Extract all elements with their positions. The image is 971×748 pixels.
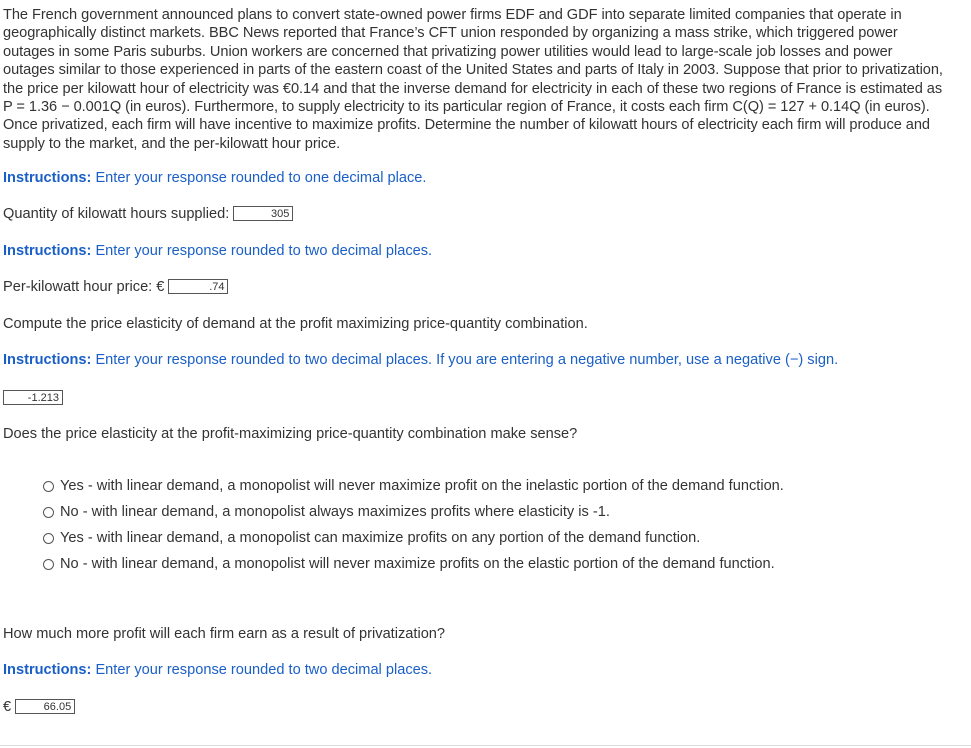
- radio-option-3[interactable]: [43, 528, 700, 548]
- instruction-text: Enter your response rounded to one decimal place.: [95, 170, 427, 186]
- radio-button[interactable]: [43, 507, 54, 518]
- quantity-label: Quantity of kilowatt hours supplied:: [3, 206, 230, 222]
- radio-option-1[interactable]: [43, 476, 784, 496]
- instructions-label: Instructions:: [3, 170, 92, 186]
- instruction-q5: [3, 660, 432, 680]
- price-input[interactable]: .74: [168, 279, 228, 294]
- instruction-q2: [3, 241, 432, 261]
- quantity-row: [3, 204, 293, 224]
- sense-prompt: Does the price elasticity at the profit-maximizing price-quantity combination make sense?: [3, 426, 578, 442]
- divider: [0, 745, 971, 746]
- instructions-label: Instructions:: [3, 662, 92, 678]
- problem-statement: The French government announced plans to convert state-owned power firms EDF and GDF into separate limited companies that operate in geographically distinct markets. BBC News reported that France’s CFT union responded by organizing a mass strike, which triggered power outages in some Paris suburbs. Union workers are concerned that privatizing power utilities would lead to large-scale job losses and power outages similar to those experienced in parts of the eastern coast of the United States and parts of Italy in 2003. Suppose that prior to privatization, the price per kilowatt hour of electricity was €0.14 and that the inverse demand for electricity in each of these two regions of France is estimated as P = 1.36 − 0.001Q (in euros). Furthermore, to supply electricity to its particular region of France, it costs each firm C(Q) = 127 + 0.14Q (in euros). Once privatized, each firm will have incentive to maximize profits. Determine the number of kilowatt hours of electricity each firm will produce and supply to the market, and the per-kilowatt hour price.: [3, 7, 943, 152]
- radio-option-4[interactable]: [43, 554, 775, 574]
- profit-prompt: How much more profit will each firm earn as a result of privatization?: [3, 626, 446, 642]
- radio-label: Yes - with linear demand, a monopolist will never maximize profit on the inelastic portion of the demand function.: [60, 478, 784, 494]
- instructions-label: Instructions:: [3, 243, 92, 259]
- instruction-text: Enter your response rounded to two decimal places. If you are entering a negative number, use a negative (−) sign.: [95, 352, 839, 368]
- radio-button[interactable]: [43, 559, 54, 570]
- profit-input[interactable]: 66.05: [15, 699, 75, 714]
- radio-button[interactable]: [43, 481, 54, 492]
- profit-row: [3, 697, 75, 717]
- instruction-q1: [3, 168, 426, 188]
- radio-label: No - with linear demand, a monopolist always maximizes profits where elasticity is -1.: [60, 504, 610, 520]
- elasticity-row: [3, 388, 63, 408]
- price-row: [3, 277, 228, 297]
- radio-button[interactable]: [43, 533, 54, 544]
- elasticity-input[interactable]: -1.213: [3, 390, 63, 405]
- instruction-text: Enter your response rounded to two decimal places.: [95, 662, 433, 678]
- quantity-input[interactable]: 305: [233, 206, 293, 221]
- radio-option-2[interactable]: [43, 502, 610, 522]
- instructions-label: Instructions:: [3, 352, 92, 368]
- instruction-text: Enter your response rounded to two decimal places.: [95, 243, 433, 259]
- radio-label: No - with linear demand, a monopolist will never maximize profits on the elastic portion of the demand function.: [60, 556, 775, 572]
- currency-symbol: €: [3, 699, 12, 715]
- instruction-q3: [3, 350, 838, 370]
- elasticity-prompt: Compute the price elasticity of demand at the profit maximizing price-quantity combination.: [3, 316, 588, 332]
- price-label: Per-kilowatt hour price: €: [3, 279, 165, 295]
- radio-label: Yes - with linear demand, a monopolist can maximize profits on any portion of the demand function.: [60, 530, 701, 546]
